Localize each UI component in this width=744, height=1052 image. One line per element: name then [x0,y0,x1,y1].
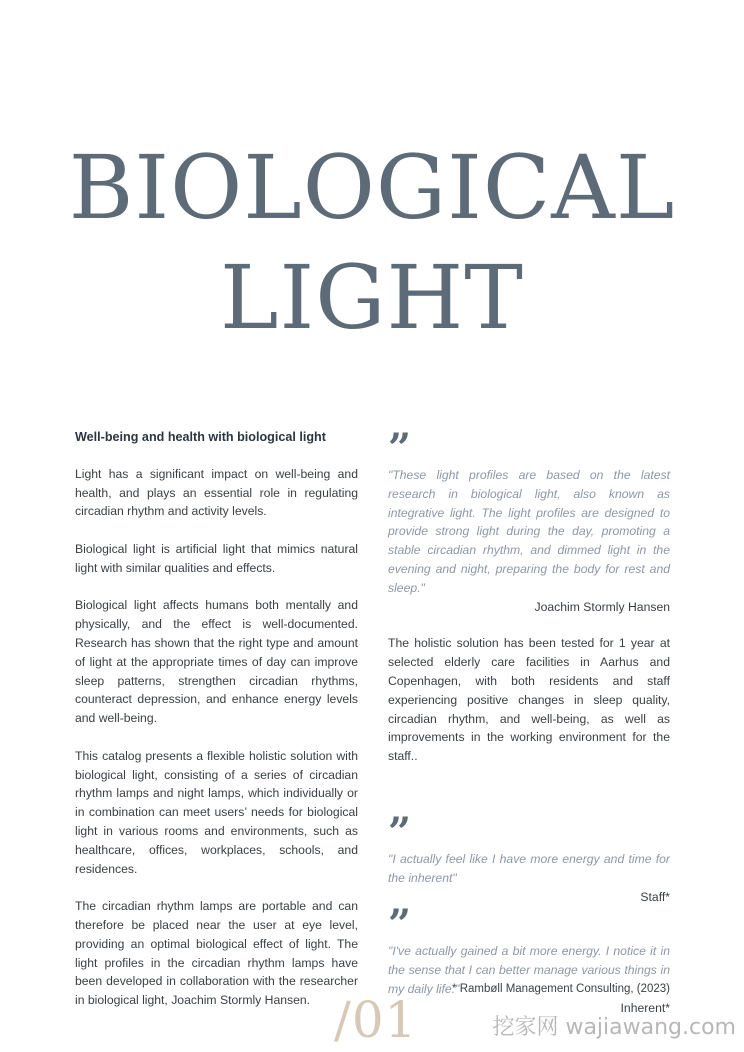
paragraph-2: Biological light is artificial light that mimics natural light with similar qualities and effects. [75,541,358,575]
right-column [388,425,670,1018]
paragraph-1: Light has a significant impact on well-being and health, and plays an essential role in regulating circadian rhythm and activity levels. [75,466,358,519]
paragraph-3: Biological light affects humans both mentally and physically, and the effect is well-documented. Research has shown that the right type and amount of light at the appropriate times of day can improve sleep patterns, strengthen circadian rhythms, counteract depression, and enhance energy levels and well-being. [75,598,358,726]
paragraph-4: This catalog presents a flexible holistic solution with biological light, consisting of a series of circadian rhythm lamps and night lamps, which individually or in combination can meet users’ needs for biological light in various rooms and environments, such as healthcare, offices, workplaces, schools, and residences. [75,748,358,876]
section-heading: Well-being and health with biological light [75,430,326,444]
page-number: /01 [334,991,418,1049]
quote-mark-icon: ” [388,425,408,472]
test-result-paragraph: The holistic solution has been tested for 1 year at selected elderly care facilities in Aarhus and Copenhagen, with both residents and staff experiencing positive changes in sleep quality, circadian rhythm, and well-being, as well as improvements in the working environment for the staff.. [388,636,670,764]
quote-author-resident: Inherent* [620,1000,670,1015]
quote-author-staff: Staff* [640,889,670,904]
quote-author-researcher: Joachim Stormly Hansen [534,599,670,614]
quote-mark-icon: ” [388,901,408,949]
left-column [75,428,358,1010]
quote-resident: "I've actually gained a bit more energy. I notice it in the sense that I can better manage various things in my daily life." [388,944,670,996]
page-title-line1: BIOLOGICAL [68,136,676,239]
quote-staff: "I actually feel like I have more energy and time for the inherent" [388,851,670,885]
page-title-line2: LIGHT [220,246,524,349]
quote-researcher: "These light profiles are based on the latest research in biological light, also known as integrative light. The light profiles are designed to provide strong light during the day, promoting a stable circadian rhythm, and dimmed light in the evening and night, preparing the body for rest and sleep." [388,468,670,595]
watermark: 挖家网 wajiawang.com [492,1015,736,1040]
paragraph-5: The circadian rhythm lamps are portable and can therefore be placed near the user at eye level, providing an optimal biological effect of light. The light profiles in the circadian rhythm lamps have been developed in collaboration with the researcher in biological light, Joachim Stormly Hansen. [75,899,358,1008]
quote-mark-icon: ” [388,808,408,856]
source-footnote: * Rambøll Management Consulting, (2023) [452,983,670,995]
